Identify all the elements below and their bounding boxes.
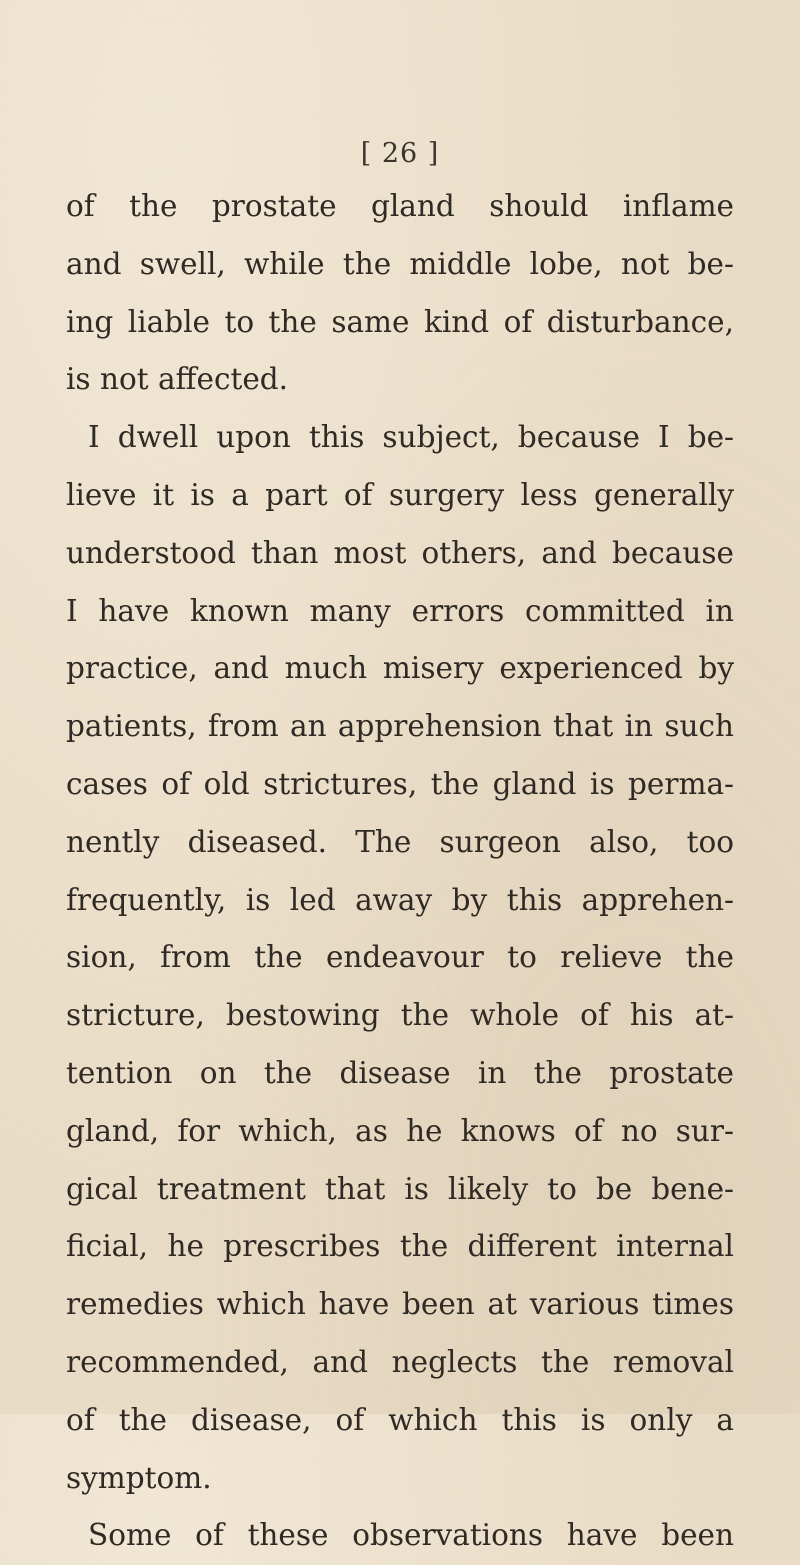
text-line: sion, from the endeavour to relieve the: [66, 940, 734, 975]
text-line: gical treatment that is likely to be bene-: [66, 1171, 734, 1206]
text-line: of the disease, of which this is only a: [66, 1402, 734, 1437]
text-line: stricture, bestowing the whole of his at-: [66, 998, 734, 1033]
text-line: gland, for which, as he knows of no sur-: [66, 1113, 734, 1148]
text-line: patients, from an apprehension that in such: [66, 709, 734, 744]
page-number: [ 26 ]: [360, 138, 440, 169]
text-line: frequently, is led away by this apprehen-: [66, 882, 734, 917]
text-line: remedies which have been at various times: [66, 1287, 734, 1322]
text-line: recommended, and neglects the removal: [66, 1344, 734, 1379]
text-line: I dwell upon this subject, because I be-: [88, 420, 734, 455]
text-line: and swell, while the middle lobe, not be-: [66, 246, 734, 281]
text-line: ing liable to the same kind of disturbance,: [66, 304, 734, 339]
text-line: lieve it is a part of surgery less generally: [66, 477, 734, 512]
text-line: cases of old strictures, the gland is perma-: [66, 766, 734, 801]
text-line: tention on the disease in the prostate: [66, 1055, 734, 1090]
text-line: Some of these observations have been: [88, 1518, 734, 1553]
text-line: practice, and much misery experienced by: [66, 651, 734, 686]
body-text: [66, 178, 734, 1565]
text-line: is not affected.: [66, 362, 289, 397]
text-line: understood than most others, and because: [66, 535, 734, 570]
text-line: of the prostate gland should inflame: [66, 189, 734, 223]
text-line: symptom.: [66, 1460, 212, 1495]
text-line: nently diseased. The surgeon also, too: [66, 824, 734, 859]
text-line: I have known many errors committed in: [66, 593, 734, 628]
text-line: ficial, he prescribes the different internal: [66, 1229, 734, 1264]
